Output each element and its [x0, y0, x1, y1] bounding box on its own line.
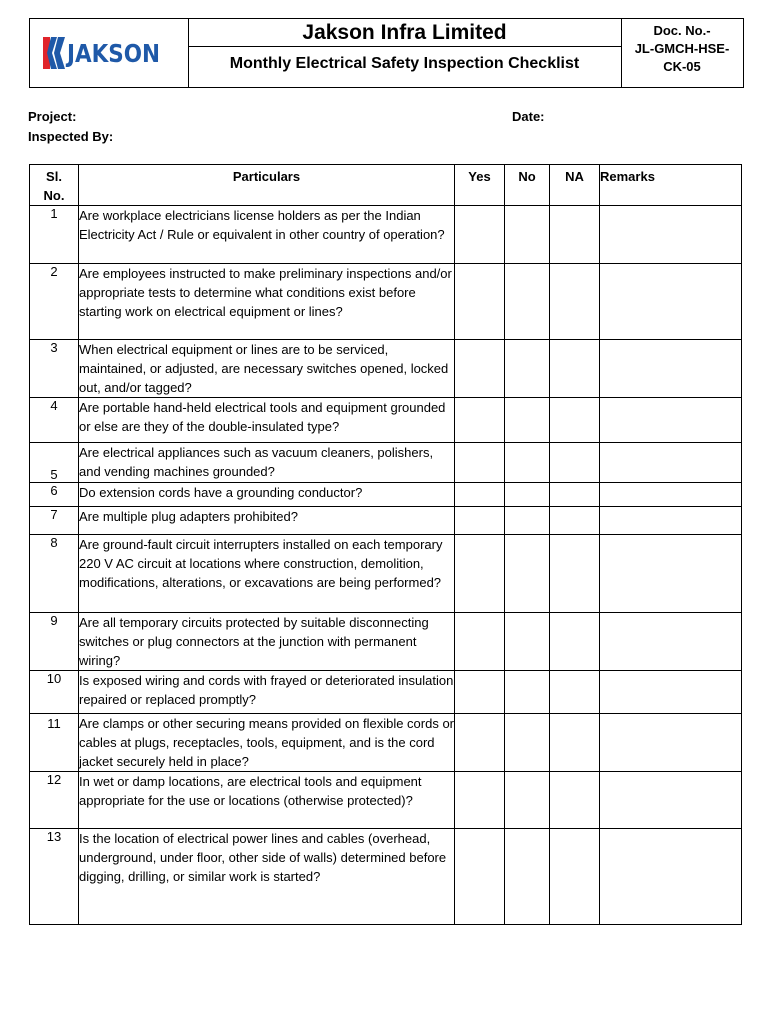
yes-cell[interactable] [455, 206, 505, 264]
no-cell[interactable] [505, 398, 550, 443]
na-cell[interactable] [550, 340, 600, 398]
row-particulars: In wet or damp locations, are electrical tools and equipment appropriate for the use or locations (otherwise protected)? [79, 772, 455, 829]
remarks-cell[interactable] [600, 398, 742, 443]
remarks-cell[interactable] [600, 535, 742, 613]
row-particulars: Is exposed wiring and cords with frayed or deteriorated insulation repaired or replaced promptly? [79, 671, 455, 714]
header-sl-line2: No. [43, 188, 65, 203]
row-sl-number: 9 [30, 613, 79, 671]
na-cell[interactable] [550, 507, 600, 535]
na-cell[interactable] [550, 714, 600, 772]
row-sl-number: 13 [30, 829, 79, 925]
header-particulars: Particulars [79, 165, 455, 206]
date-label: Date: [512, 109, 545, 124]
table-row [30, 535, 742, 613]
doc-number-line2: CK-05 [663, 59, 701, 74]
inspection-checklist-table [29, 164, 742, 925]
remarks-cell[interactable] [600, 507, 742, 535]
remarks-cell[interactable] [600, 829, 742, 925]
na-cell[interactable] [550, 613, 600, 671]
table-row [30, 714, 742, 772]
no-cell[interactable] [505, 613, 550, 671]
logo-wordmark: JAKSON [66, 38, 160, 68]
header-sl-line1: Sl. [46, 169, 62, 184]
row-particulars: Are employees instructed to make preliminary inspections and/or appropriate tests to determine what conditions exist before starting work on electrical equipment or lines? [79, 264, 455, 340]
company-name: Jakson Infra Limited [188, 19, 621, 47]
row-sl-number: 8 [30, 535, 79, 613]
row-particulars: Is the location of electrical power lines and cables (overhead, underground, under floor, other side of walls) determined before digging, drilling, or similar work is started? [79, 829, 455, 925]
yes-cell[interactable] [455, 671, 505, 714]
row-sl-number: 2 [30, 264, 79, 340]
remarks-cell[interactable] [600, 772, 742, 829]
doc-number-line1: JL-GMCH-HSE- [634, 41, 730, 56]
row-sl-number: 11 [30, 714, 79, 772]
yes-cell[interactable] [455, 483, 505, 507]
header-remarks: Remarks [600, 165, 742, 206]
remarks-cell[interactable] [600, 443, 742, 483]
row-particulars: Are electrical appliances such as vacuum cleaners, polishers, and vending machines grounded? [79, 443, 455, 483]
yes-cell[interactable] [455, 264, 505, 340]
table-row [30, 398, 742, 443]
na-cell[interactable] [550, 483, 600, 507]
remarks-cell[interactable] [600, 340, 742, 398]
no-cell[interactable] [505, 829, 550, 925]
row-particulars: Are portable hand-held electrical tools and equipment grounded or else are they of the double-insulated type? [79, 398, 455, 443]
na-cell[interactable] [550, 398, 600, 443]
row-particulars: When electrical equipment or lines are to be serviced, maintained, or adjusted, are necessary switches opened, locked out, and/or tagged? [79, 340, 455, 398]
header-na: NA [550, 165, 600, 206]
na-cell[interactable] [550, 206, 600, 264]
no-cell[interactable] [505, 507, 550, 535]
table-row [30, 507, 742, 535]
no-cell[interactable] [505, 714, 550, 772]
row-sl-number: 6 [30, 483, 79, 507]
yes-cell[interactable] [455, 340, 505, 398]
row-particulars: Are all temporary circuits protected by suitable disconnecting switches or plug connectors at the junction with permanent wiring? [79, 613, 455, 671]
row-sl-number: 10 [30, 671, 79, 714]
header-sl-no [30, 165, 79, 206]
table-row [30, 772, 742, 829]
row-particulars: Do extension cords have a grounding conductor? [79, 483, 455, 507]
yes-cell[interactable] [455, 507, 505, 535]
na-cell[interactable] [550, 772, 600, 829]
yes-cell[interactable] [455, 613, 505, 671]
table-row [30, 443, 742, 483]
document-header [29, 18, 744, 88]
row-sl-number: 1 [30, 206, 79, 264]
no-cell[interactable] [505, 340, 550, 398]
no-cell[interactable] [505, 535, 550, 613]
yes-cell[interactable] [455, 772, 505, 829]
header-no: No [505, 165, 550, 206]
table-row [30, 206, 742, 264]
row-particulars: Are multiple plug adapters prohibited? [79, 507, 455, 535]
row-sl-number: 4 [30, 398, 79, 443]
na-cell[interactable] [550, 829, 600, 925]
no-cell[interactable] [505, 443, 550, 483]
no-cell[interactable] [505, 772, 550, 829]
company-logo [43, 35, 175, 71]
remarks-cell[interactable] [600, 613, 742, 671]
remarks-cell[interactable] [600, 671, 742, 714]
row-particulars: Are ground-fault circuit interrupters installed on each temporary 220 V AC circuit at locations where construction, demolition, modifications, alterations, or excavations are being performed? [79, 535, 455, 613]
no-cell[interactable] [505, 264, 550, 340]
table-row [30, 264, 742, 340]
doc-number-label: Doc. No.- [653, 23, 711, 38]
table-header-row [30, 165, 742, 206]
na-cell[interactable] [550, 535, 600, 613]
table-row [30, 829, 742, 925]
row-particulars: Are clamps or other securing means provided on flexible cords or cables at plugs, receptacles, tools, equipment, and is the cord jacket securely held in place? [79, 714, 455, 772]
header-yes: Yes [455, 165, 505, 206]
remarks-cell[interactable] [600, 714, 742, 772]
yes-cell[interactable] [455, 535, 505, 613]
na-cell[interactable] [550, 264, 600, 340]
na-cell[interactable] [550, 443, 600, 483]
na-cell[interactable] [550, 671, 600, 714]
row-sl-number: 12 [30, 772, 79, 829]
yes-cell[interactable] [455, 714, 505, 772]
table-row [30, 613, 742, 671]
yes-cell[interactable] [455, 443, 505, 483]
row-sl-number: 5 [30, 443, 79, 483]
table-row [30, 671, 742, 714]
row-particulars: Are workplace electricians license holders as per the Indian Electricity Act / Rule or equivalent in other country of operation? [79, 206, 455, 264]
no-cell[interactable] [505, 206, 550, 264]
doc-number-cell [621, 19, 743, 87]
title-cell [188, 19, 622, 87]
form-title: Monthly Electrical Safety Inspection Checklist [229, 55, 580, 72]
project-label: Project: [28, 109, 77, 124]
no-cell[interactable] [505, 483, 550, 507]
no-cell[interactable] [505, 671, 550, 714]
remarks-cell[interactable] [600, 264, 742, 340]
jakson-logo-mark-icon [43, 35, 65, 71]
inspected-by-label: Inspected By: [28, 129, 114, 144]
remarks-cell[interactable] [600, 483, 742, 507]
table-row [30, 340, 742, 398]
row-sl-number: 7 [30, 507, 79, 535]
yes-cell[interactable] [455, 398, 505, 443]
logo-cell [30, 19, 189, 87]
yes-cell[interactable] [455, 829, 505, 925]
row-sl-number: 3 [30, 340, 79, 398]
remarks-cell[interactable] [600, 206, 742, 264]
table-row [30, 483, 742, 507]
